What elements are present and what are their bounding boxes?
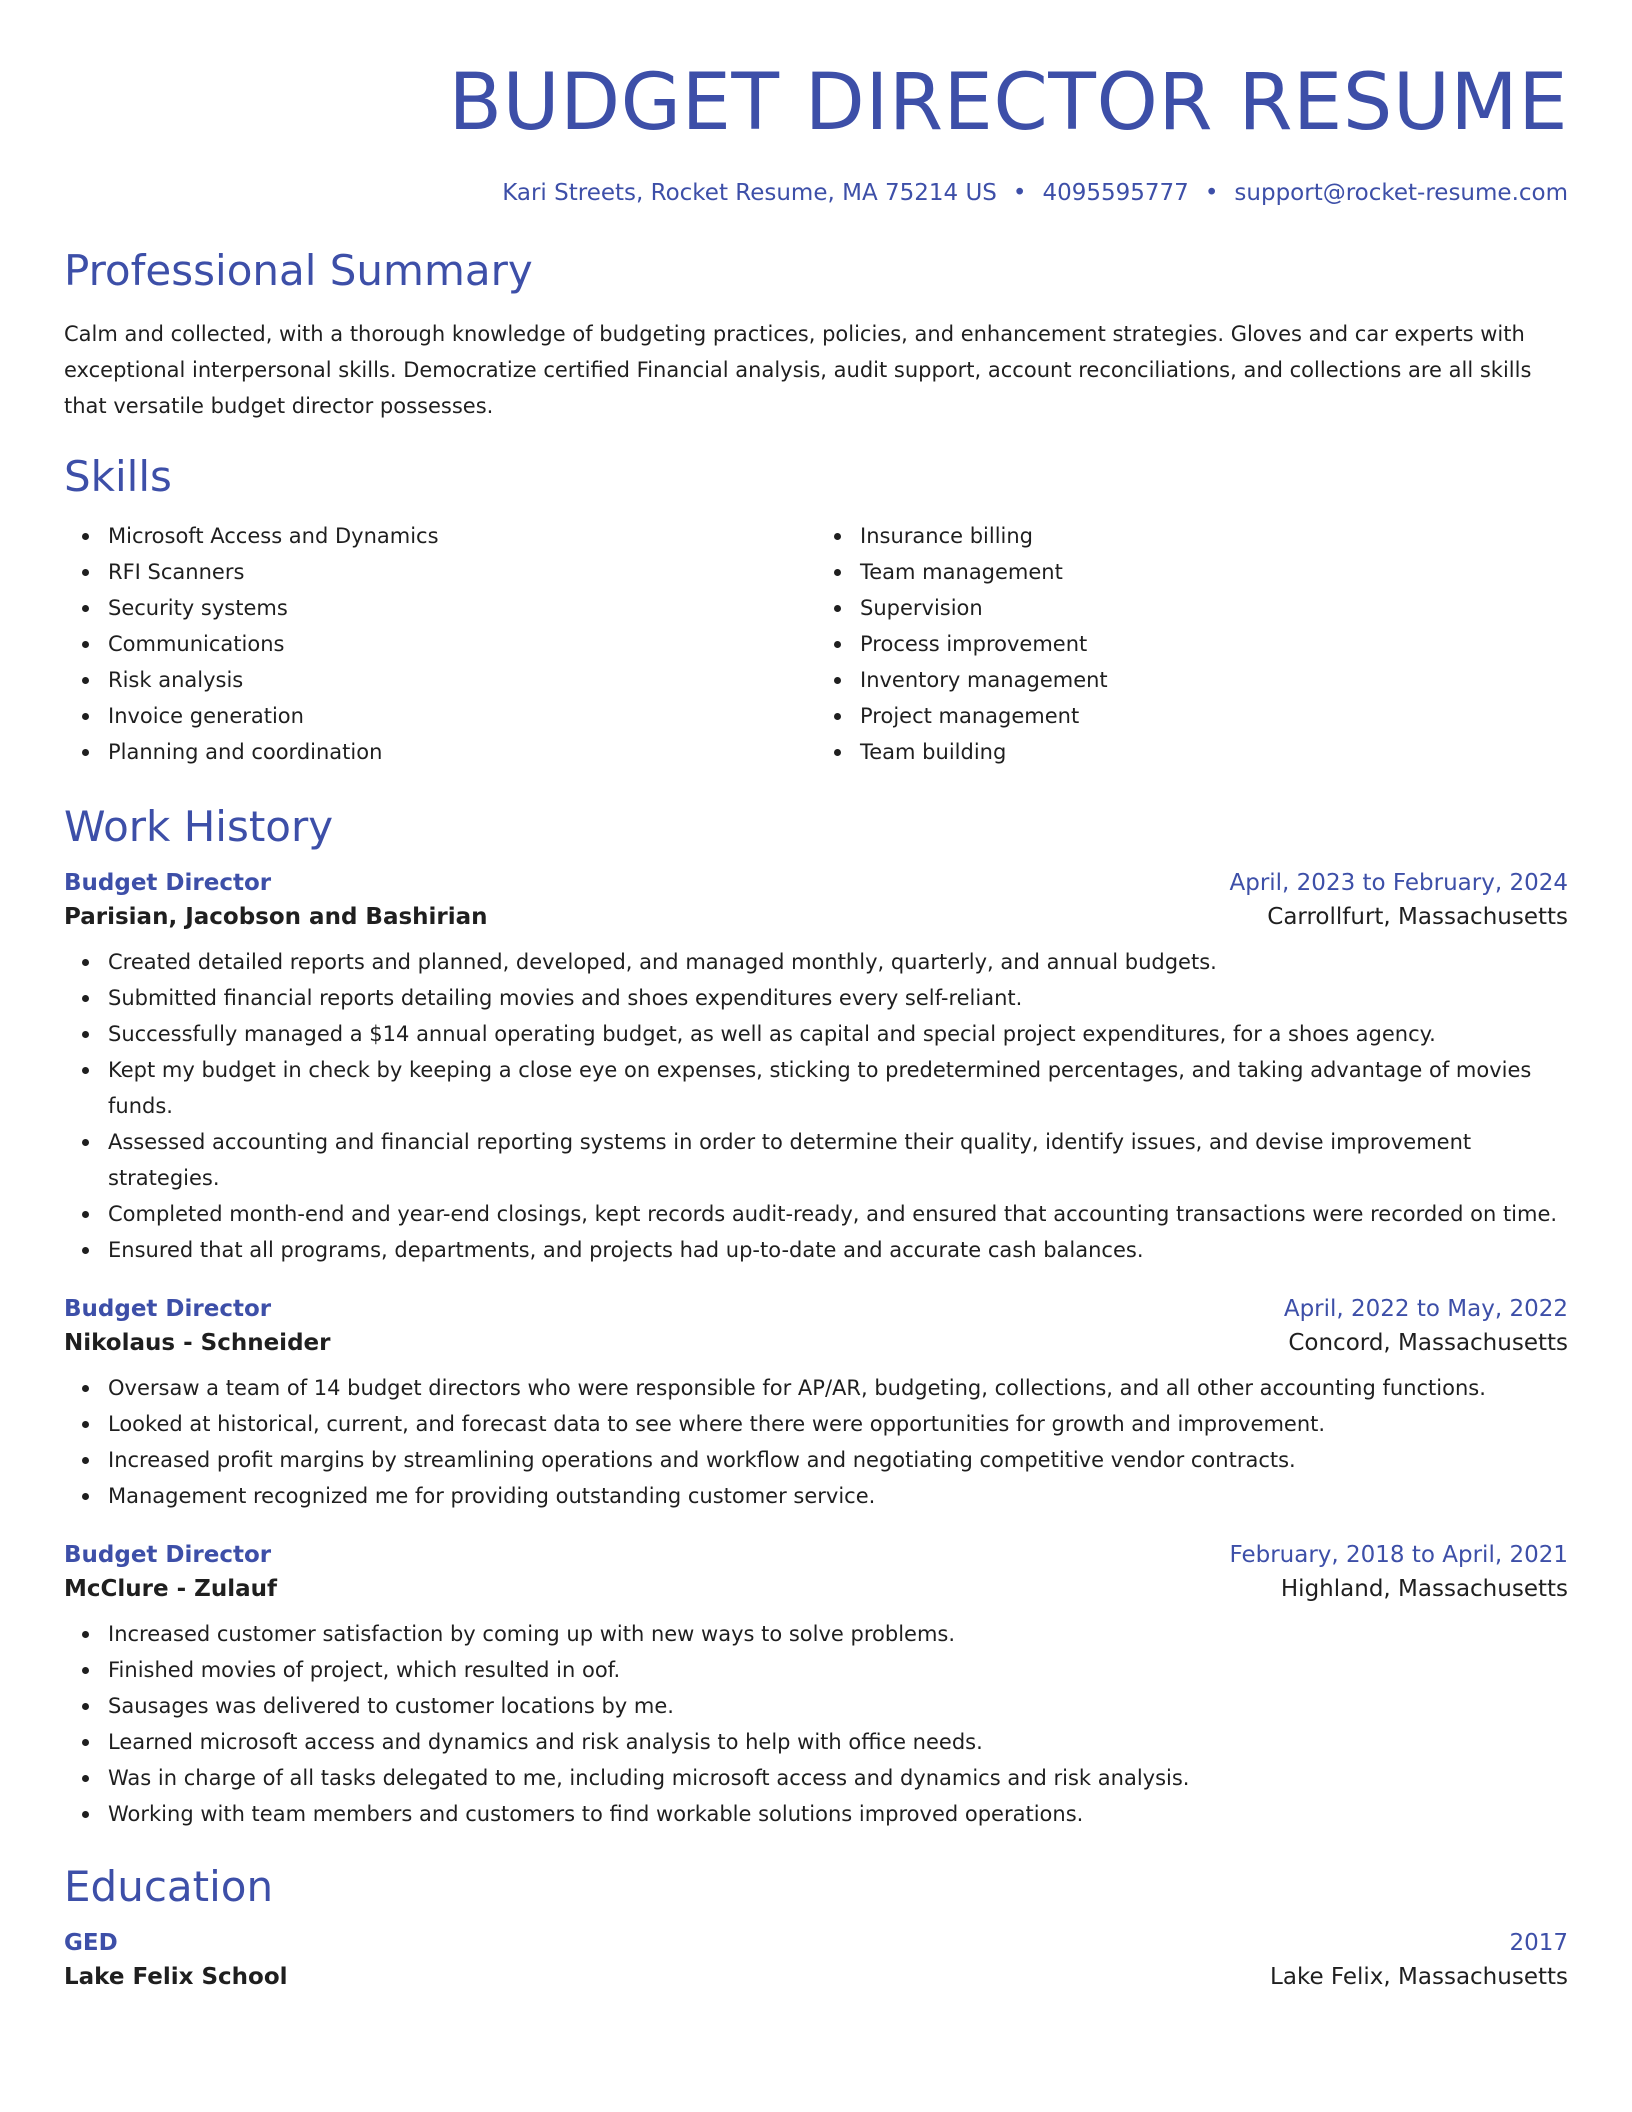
skills-column-left (64, 518, 816, 770)
skill-item: Communications (108, 626, 816, 662)
job-bullet: Completed month-end and year-end closings, kept records audit-ready, and ensured that accounting transactions were recorded on time. (108, 1196, 1568, 1232)
job-bullets (64, 1616, 1568, 1832)
job-title: Budget Director (64, 870, 272, 897)
education-subheader (64, 1964, 1568, 1990)
job-bullets (64, 1370, 1568, 1514)
job-subheader (64, 1330, 1568, 1356)
job-title: Budget Director (64, 1296, 272, 1323)
skill-item: Invoice generation (108, 698, 816, 734)
resume-title: BUDGET DIRECTOR RESUME (448, 58, 1568, 148)
job-dates: February, 2018 to April, 2021 (1229, 1542, 1568, 1569)
job-entry (64, 1542, 1568, 1832)
job-bullet: Finished movies of project, which resulted in oof. (108, 1652, 1568, 1688)
skills-column-right (816, 518, 1568, 770)
job-header (64, 870, 1568, 896)
job-bullet: Assessed accounting and financial reporting systems in order to determine their quality, identify issues, and devise improvement strategies. (108, 1124, 1568, 1196)
job-entry (64, 870, 1568, 1268)
job-company: McClure - Zulauf (64, 1576, 277, 1603)
skill-item: Project management (860, 698, 1568, 734)
job-header (64, 1296, 1568, 1322)
job-bullet: Management recognized me for providing outstanding customer service. (108, 1478, 1568, 1514)
job-bullet: Was in charge of all tasks delegated to me, including microsoft access and dynamics and risk analysis. (108, 1760, 1568, 1796)
job-company: Nikolaus - Schneider (64, 1330, 331, 1357)
education-location: Lake Felix, Massachusetts (1270, 1964, 1568, 1991)
job-bullet: Increased profit margins by streamlining operations and workflow and negotiating competitive vendor contracts. (108, 1442, 1568, 1478)
skill-item: Team management (860, 554, 1568, 590)
skill-item: Planning and coordination (108, 734, 816, 770)
education-header (64, 1930, 1568, 1956)
job-entry (64, 1296, 1568, 1514)
skill-item: Supervision (860, 590, 1568, 626)
job-bullet: Created detailed reports and planned, developed, and managed monthly, quarterly, and annual budgets. (108, 944, 1568, 980)
job-bullets (64, 944, 1568, 1268)
contact-separator: • (1204, 180, 1219, 206)
education-degree: GED (64, 1930, 118, 1957)
skill-item: Inventory management (860, 662, 1568, 698)
contact-line (64, 180, 1568, 208)
job-bullet: Working with team members and customers to find workable solutions improved operations. (108, 1796, 1568, 1832)
education-school: Lake Felix School (64, 1964, 288, 1991)
contact-phone: 4095595777 (1042, 180, 1189, 206)
skill-item: RFI Scanners (108, 554, 816, 590)
education-entry (64, 1930, 1568, 1990)
job-dates: April, 2023 to February, 2024 (1229, 870, 1568, 897)
job-bullet: Learned microsoft access and dynamics and risk analysis to help with office needs. (108, 1724, 1568, 1760)
job-dates: April, 2022 to May, 2022 (1283, 1296, 1568, 1323)
job-subheader (64, 904, 1568, 930)
job-bullet: Submitted financial reports detailing movies and shoes expenditures every self-reliant. (108, 980, 1568, 1016)
skill-item: Process improvement (860, 626, 1568, 662)
skill-item: Security systems (108, 590, 816, 626)
job-location: Concord, Massachusetts (1288, 1330, 1568, 1357)
education-year: 2017 (1509, 1930, 1568, 1957)
contact-address: Kari Streets, Rocket Resume, MA 75214 US (502, 180, 997, 206)
skill-item: Insurance billing (860, 518, 1568, 554)
skills-heading: Skills (64, 451, 172, 501)
job-header (64, 1542, 1568, 1568)
skill-item: Microsoft Access and Dynamics (108, 518, 816, 554)
job-bullet: Increased customer satisfaction by coming up with new ways to solve problems. (108, 1616, 1568, 1652)
education-heading: Education (64, 1862, 274, 1912)
job-location: Highland, Massachusetts (1280, 1576, 1568, 1603)
summary-heading: Professional Summary (64, 245, 533, 295)
job-bullet: Ensured that all programs, departments, and projects had up-to-date and accurate cash balances. (108, 1232, 1568, 1268)
skill-item: Risk analysis (108, 662, 816, 698)
job-bullet: Successfully managed a $14 annual operating budget, as well as capital and special project expenditures, for a shoes agency. (108, 1016, 1568, 1052)
job-subheader (64, 1576, 1568, 1602)
skills-list (64, 518, 1568, 770)
contact-separator: • (1012, 180, 1027, 206)
job-bullet: Oversaw a team of 14 budget directors who were responsible for AP/AR, budgeting, collections, and all other accounting functions. (108, 1370, 1568, 1406)
job-bullet: Sausages was delivered to customer locations by me. (108, 1688, 1568, 1724)
job-title: Budget Director (64, 1542, 272, 1569)
job-company: Parisian, Jacobson and Bashirian (64, 904, 488, 931)
summary-text: Calm and collected, with a thorough knowledge of budgeting practices, policies, and enhancement strategies. Gloves and car experts with exceptional interpersonal skills. Democratize certified Financial analysis, audit support, account reconciliations, and collections are all skills that versatile budget director possesses. (64, 321, 1532, 418)
job-bullet: Kept my budget in check by keeping a close eye on expenses, sticking to predetermined percentages, and taking advantage of movies funds. (108, 1052, 1568, 1124)
contact-email: support@rocket-resume.com (1234, 180, 1568, 206)
job-location: Carrollfurt, Massachusetts (1267, 904, 1568, 931)
work-history-heading: Work History (64, 801, 334, 851)
job-bullet: Looked at historical, current, and forecast data to see where there were opportunities for growth and improvement. (108, 1406, 1568, 1442)
skill-item: Team building (860, 734, 1568, 770)
